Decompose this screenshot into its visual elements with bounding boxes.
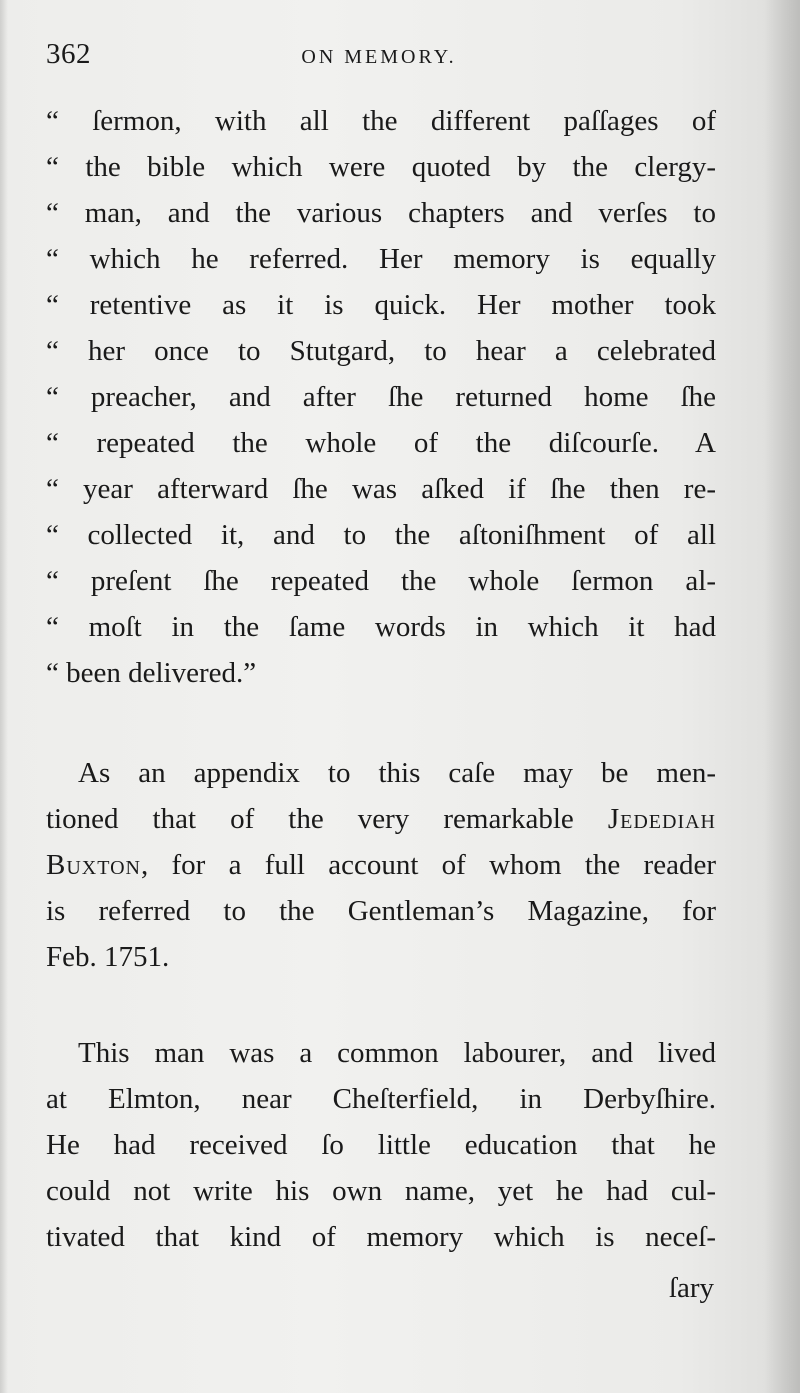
text-line: He had received ſo little education that he [46, 1129, 716, 1161]
quoted-passage [46, 98, 716, 696]
text-line: “ retentive as it is quick. Her mother took [46, 289, 716, 321]
text-line: Feb. 1751. [46, 941, 170, 973]
text-line: tivated that kind of memory which is neceſ- [46, 1221, 716, 1253]
text-line: at Elmton, near Cheſterfield, in Derbyſhire. [46, 1083, 716, 1115]
person-name: Buxton [46, 849, 141, 881]
text-line: “ the bible which were quoted by the clergy- [46, 151, 716, 183]
text-line: “ year afterward ſhe was aſked if ſhe then re- [46, 473, 716, 505]
running-head: ON MEMORY. [301, 46, 457, 68]
text-line: “ man, and the various chapters and verſes to [46, 197, 716, 229]
text-line: could not write his own name, yet he had cul- [46, 1175, 716, 1207]
text-line: “ repeated the whole of the diſcourſe. A [46, 427, 716, 459]
line-text: tioned that of the very remarkable [46, 803, 608, 835]
line-text: , for a full account of whom the reader [140, 849, 716, 881]
paragraph-appendix [46, 750, 716, 980]
catchword: ſary [668, 1272, 714, 1304]
text-line: “ preacher, and after ſhe returned home ſhe [46, 381, 716, 413]
page-number: 362 [46, 38, 91, 70]
text-line: “ her once to Stutgard, to hear a celebrated [46, 335, 716, 367]
person-name: Jedediah [607, 803, 716, 835]
text-line: “ moſt in the ſame words in which it had [46, 611, 716, 643]
text-line: is referred to the Gentleman’s Magazine, for [46, 895, 716, 927]
text-line [46, 796, 716, 842]
text-line: As an appendix to this caſe may be men- [78, 757, 716, 789]
text-line: This man was a common labourer, and lived [78, 1037, 716, 1069]
paragraph-labourer [46, 1030, 716, 1260]
text-line: “ ſermon, with all the different paſſages of [46, 105, 716, 137]
text-line: “ been delivered.” [46, 657, 257, 689]
text-line: “ preſent ſhe repeated the whole ſermon al- [46, 565, 716, 597]
text-line: “ which he referred. Her memory is equally [46, 243, 716, 275]
text-line: “ collected it, and to the aſtoniſhment of all [46, 519, 716, 551]
page-header [46, 38, 712, 78]
text-line [46, 842, 716, 888]
